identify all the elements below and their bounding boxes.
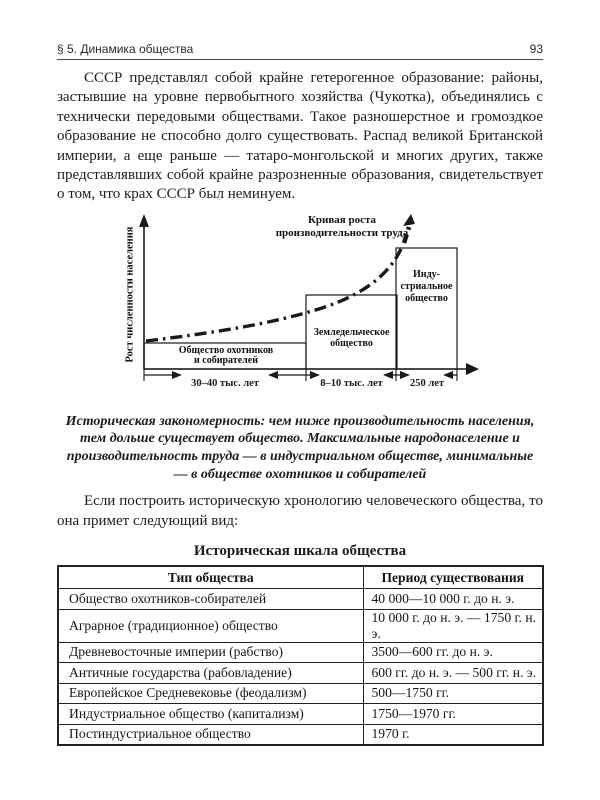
table-title: Историческая шкала общества — [193, 543, 407, 560]
paragraph-chronology: Если построить историческую хронологию человеческого общества, то она примет следующий вид: — [57, 493, 543, 529]
table-row: Общество охотников-собирателей 40 000—10 000 г. до н. э. — [58, 589, 543, 610]
table-row: Индустриальное общество (капитализм) 1750—1970 гг. — [58, 704, 543, 725]
historical-scale-table — [57, 565, 544, 746]
society-growth-diagram — [100, 211, 500, 397]
duration-hunter: 30–40 тыс. лет — [191, 377, 259, 389]
y-axis-arrowhead — [139, 214, 149, 227]
curve-label: Кривая роста производительности труда — [275, 213, 409, 239]
paragraph-ussr: СССР представлял собой крайне гетерогенное образование: районы, застывшие на уровне первобытного хозяйства (Чукотка), объединялись с технически передовыми обществами. Такое разношерстное и громоздкое образование не способно долго существовать. Распад великой Британской империи, а еще раньше — татаро-монгольской и многих других, также представлявших собой крайне разрозненные образования, свидетельствует о том, что крах СССР был неминуем. — [57, 70, 543, 203]
table-row: Древневосточные империи (рабство) 3500—600 гг. до н. э. — [58, 642, 543, 663]
section-title: § 5. Динамика общества — [57, 42, 194, 56]
diagram-caption: Историческая закономерность: чем ниже производительность населения, тем дольше существует общество. Максимальные народонаселение и производительность труда — в индустриальном обществе, минимальные — в обществе охотников и собирателей — [65, 413, 535, 482]
table-header-row — [58, 566, 543, 589]
x-axis-arrowhead — [466, 363, 479, 375]
header-type: Тип общества — [58, 566, 363, 589]
industrial-box — [396, 248, 457, 369]
duration-industrial: 250 лет — [409, 377, 445, 389]
header-period: Период существования — [363, 566, 543, 589]
table-row: Античные государства (рабовладение) 600 гг. до н. э. — 500 гг. н. э. — [58, 663, 543, 684]
hunter-gatherer-label: Общество охотников и собирателей — [178, 344, 274, 367]
page-number: 93 — [529, 42, 543, 56]
duration-agricultural: 8–10 тыс. лет — [320, 377, 383, 389]
industrial-label: Инду- стриальное общество — [400, 268, 453, 304]
running-header — [57, 42, 543, 60]
table-row: Европейское Средневековье (феодализм) 500—1750 гг. — [58, 683, 543, 704]
y-axis-label: Рост численности населения — [124, 226, 136, 363]
agricultural-label: Земледельческое общество — [313, 326, 390, 350]
table-row: Постиндустриальное общество 1970 г. — [58, 724, 543, 745]
table-row: Аграрное (традиционное) общество 10 000 г. до н. э. — 1750 г. н. э. — [58, 609, 543, 642]
